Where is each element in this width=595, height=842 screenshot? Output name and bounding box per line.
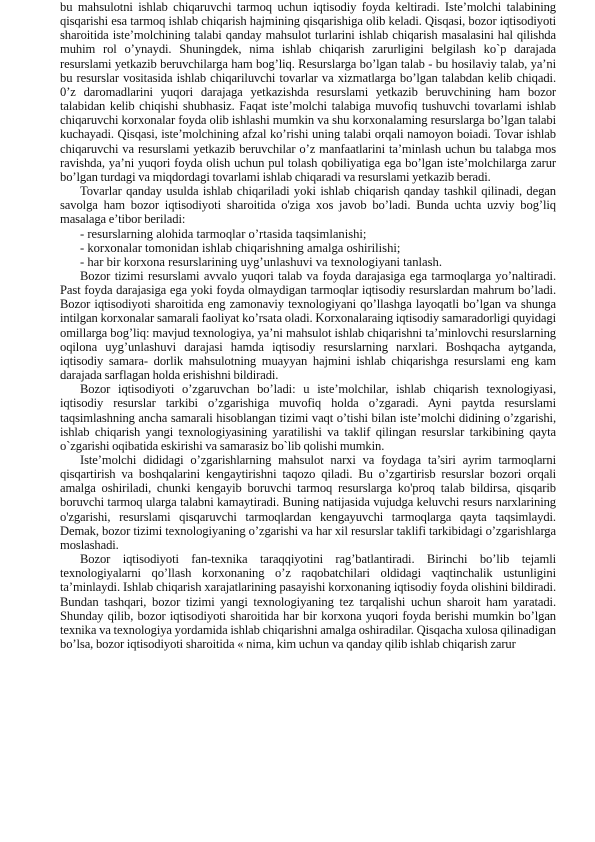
- document-page: [60, 0, 556, 651]
- list-item-1: - resurslarning alohida tarmoqlar o’rtasida taqsimlanishi;: [80, 226, 367, 241]
- list-item-3: - har bir korxona resurslarining uyg’unlashuvi va texnologiyani tanlash.: [80, 254, 442, 269]
- paragraph-5: Iste’molchi dididagi o’zgarishlarning mahsulot narxi va foydaga ta’siri ayrim tarmoqlarni qisqartirish va boshqalarini kengaytirishni taqozo qiladi. Bu o’zgartirisb resurslar bozori orqali amalga oshiriladi, chunki kengayib boruvchi tarmoq resurslarga ko'proq talab bildirsa, qisqarib boruvchi tarmoq ularga talabni kamaytiradi. Buning natijasida vujudga keluvchi resurs narxlarining o'zgarishi, resurslami qisqaruvchi tarmoqlardan kengayuvchi tarmoqlarga qayta taqsimlaydi. Demak, bozor tizimi texnologiyaning o’zgarishi va har xil resurslar taklifi tarkibidagi o’zgarishlarga moslashadi.: [60, 453, 556, 552]
- paragraph-6: Bozor iqtisodiyoti fan-texnika taraqqiyotini rag’batlantiradi. Birinchi bo’lib tejamli texnologiyalarni qo’llash korxonaning o’z raqobatchilari oldidagi vaqtinchalik ustunligini ta’minlaydi. Ishlab chiqarish xarajatlarining pasayishi korxonaning iqtisodiy foyda olishini bildiradi. Bundan tashqari, bozor tizimi yangi texnologiyaning tez tarqalishi uchun sharoit ham yaratadi. Shunday qilib, bozor iqtisodiyoti sharoitida har bir korxona yuqori foyda berishi mumkin bo’lgan texnika va texnologiya yordamida ishlab chiqarishni amalga oshiradilar. Qisqacha xulosa qilinadigan bo’lsa, bozor iqtisodiyoti sharoitida « nima, kim uchun va qanday qilib ishlab chiqarish zarur: [60, 552, 556, 652]
- paragraph-2: Tovarlar qanday usulda ishlab chiqariladi yoki ishlab chiqarish qanday tashkil qilinadi, degan savolga ham bozor iqtisodiyoti sharoitida o'ziga xos javob bo’ladi. Bunda uchta uzviy bog’liq masalaga e’tibor beriladi:: [60, 184, 556, 227]
- paragraph-3: Bozor tizimi resurslami avvalo yuqori talab va foyda darajasiga ega tarmoqlarga yo’naltiradi. Past foyda darajasiga ega yoki foyda olmaydigan tarmoqlar iqtisodiy resurslardan mahrum bo’ladi. Bozor iqtisodiyoti sharoitida eng zamonaviy texnologiyani qo’llashga layoqatli bo’lgan va shunga intilgan korxonalar samarali faoliyat ko’rsata oladi. Korxonalaraing iqtisodiy samaradorligi quyidagi omillarga bog’liq: mavjud texnologiya, ya’ni mahsulot ishlab chiqarishni ta’minlovchi resurslarning oqilona uyg’unlashuvi darajasi hamda iqtisodiy resurslarning narxlari. Boshqacha aytganda, iqtisodiy samara- dorlik mahsulotning muayyan hajmini ishlab chiqarishga resurslami eng kam darajada sarflagan holda erishishni bildiradi.: [60, 268, 556, 383]
- list-item-2: - korxonalar tomonidan ishlab chiqarishning amalga oshirilishi;: [80, 240, 401, 255]
- paragraph-1: bu mahsulotni ishlab chiqaruvchi tarmoq uchun iqtisodiy foyda keltiradi. Iste’molchi talabining qisqarishi esa tarmoq ishlab chiqarish hajmining qisqarishiga olib keladi. Qisqasi, bozor iqtisodiyoti sharoitida iste’molchining talabi qanday mahsulot turlarini ishlab chiqarish masalasini hal qilishda muhim rol o’ynaydi. Shuningdek, nima ishlab chiqarish zarurligini belgilash ko`p darajada resurslami yetkazib beruvchilarga ham bog’liq. Resurslarga bo’lgan talab - bu hosilaviy talab, ya’ni bu resurslar vositasida ishlab chiqariluvchi tovarlar va xizmatlarga bo’lgan talabdan kelib chiqadi. 0’z daromadlarini yuqori darajaga yetkazishda resurslami yetkazib beruvchining ham bozor talabidan kelib chiqishi shubhasiz. Faqat iste’molchi talabiga muvofiq tushuvchi tovarlami ishlab chiqaruvchi korxonalar foyda olib ishlashi mumkin va shu korxonalaming resurslarga bo’lgan talabi kuchayadi. Qisqasi, iste’molchining afzal ko’rishi uning talabi orqali namoyon boiadi. Tovar ishlab chiqaruvchi va resurslami yetkazib beruvchilar o’z manfaatlarini ta’minlash uchun bu talabga mos ravishda, ya’ni yuqori foyda olish uchun pul tolash qobiliyatiga ega bo’lgan iste’molchilarga zarur bo’lgan turdagi va miqdordagi tovarlami ishlab chiqaradi va resurslami yetkazib beradi.: [60, 0, 556, 184]
- paragraph-4: Bozor iqtisodiyoti o’zgaruvchan bo’ladi: u iste’molchilar, ishlab chiqarish texnologiyasi, iqtisodiy resurslar tarkibi o’zgarishiga muvofiq holda o’zgaradi. Ayni paytda resurslami taqsimlashning ancha samarali hisoblangan tizimi vaqt o’tishi bilan iste’molchi didining o’zgarishi, ishlab chiqarish yangi texnologiyasining yaratilishi va taklif qilingan resurslar tarkibining qayta o`zgarishi oqibatida eskirishi va samarasiz bo`lib qolishi mumkin.: [60, 382, 556, 453]
